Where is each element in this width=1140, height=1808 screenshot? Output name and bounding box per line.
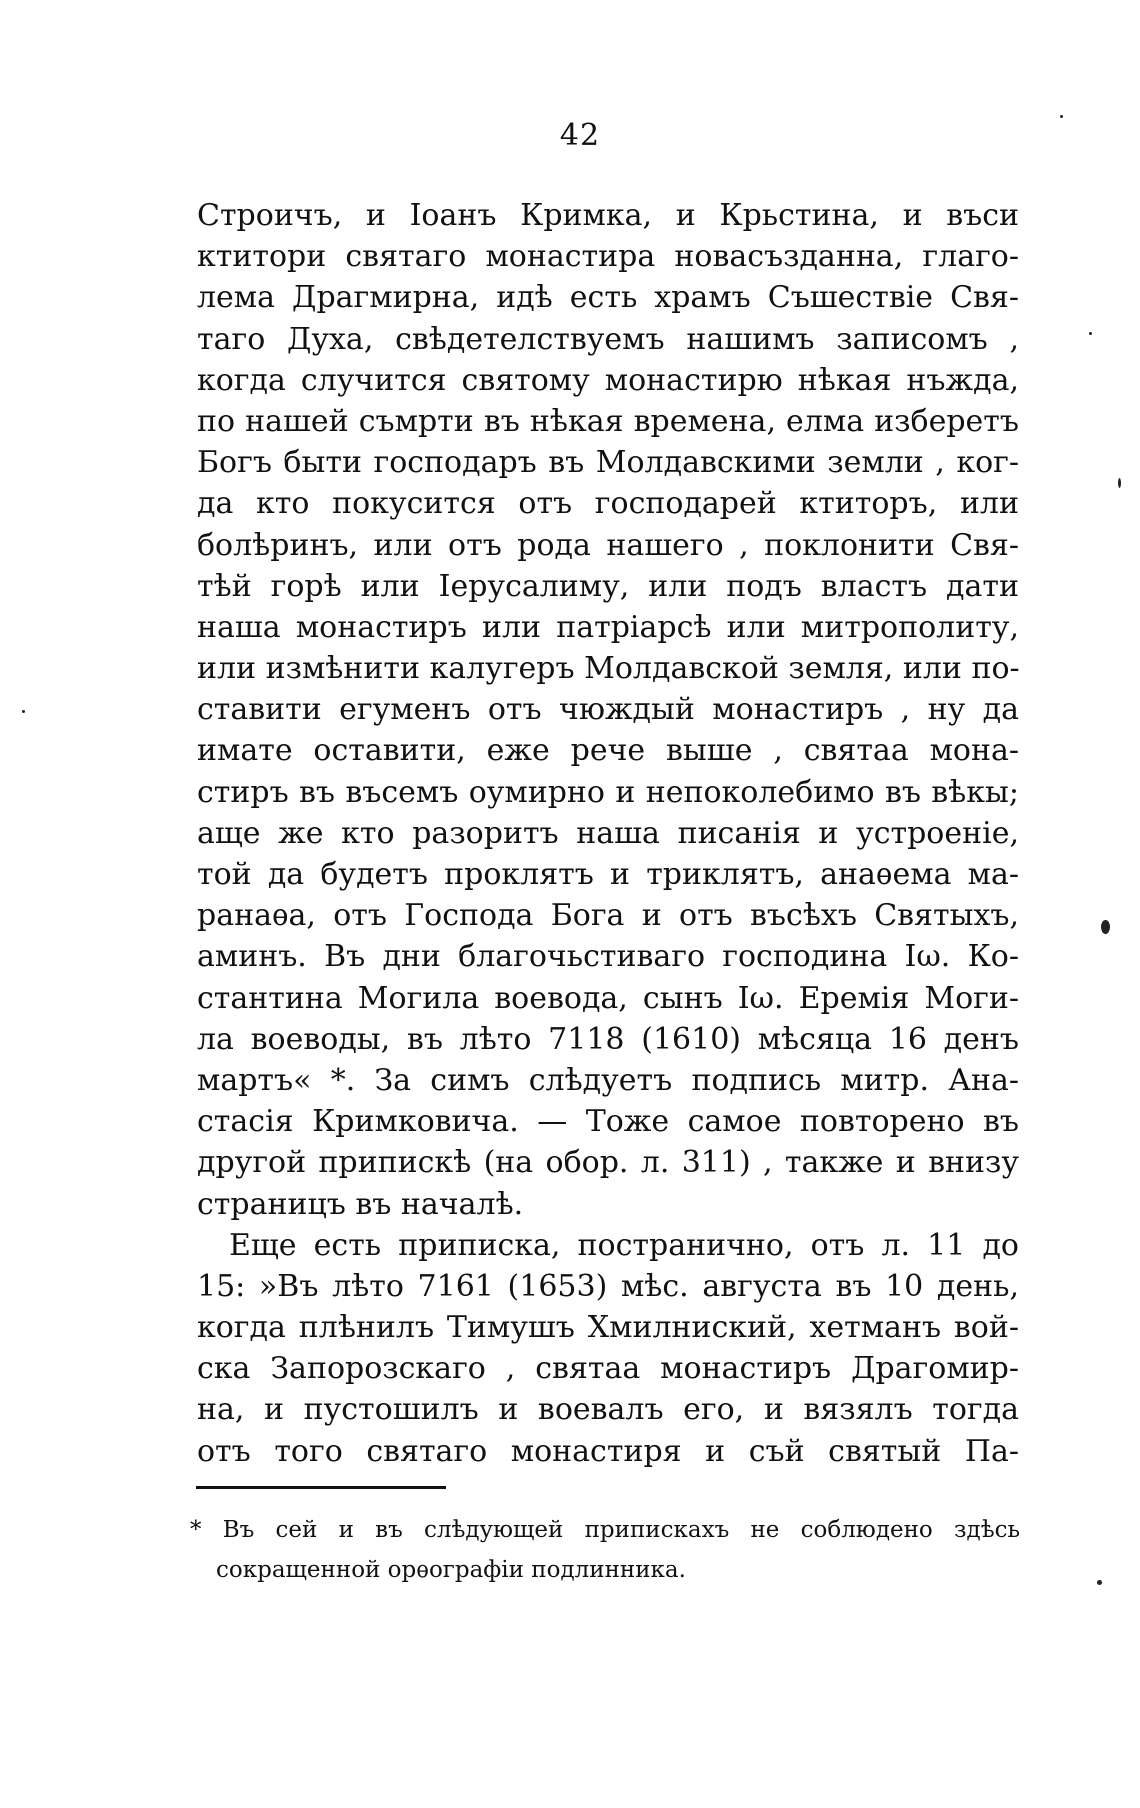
text-line: стиръ въ въсемъ оумирно и непоколебимо въ вѣкы; — [197, 774, 1019, 810]
text-line: на, и пустошилъ и воевалъ его, и вязялъ тогда — [197, 1392, 1019, 1428]
text-line: таго Духа, свѣдетелствуемъ нашимъ записомъ , — [197, 321, 1019, 357]
text-line: аще же кто разоритъ наша писанія и устроеніе, — [197, 815, 1019, 851]
text-line: Еще есть приписка, постранично, отъ л. 11 до — [229, 1227, 1019, 1263]
text-line: лема Драгмирна, идѣ есть храмъ Съшествіе Свя- — [197, 280, 1019, 316]
text-line: той да будетъ проклятъ и триклятъ, анаѳема ма- — [197, 857, 1019, 892]
text-line: Богъ быти господаръ въ Молдавскими земли , ког- — [197, 445, 1019, 481]
text-line: другой припискѣ (на обор. л. 311) , также и внизу — [197, 1145, 1019, 1181]
text-line: отъ того святаго монастиря и съй святый Па- — [197, 1433, 1019, 1469]
text-line: Строичъ, и Іоанъ Кримка, и Крьстина, и въси — [197, 198, 1019, 233]
text-line: аминъ. Въ дни благочьстиваго господина Іω. Ко- — [197, 939, 1019, 975]
footnote-separator — [196, 1486, 446, 1489]
text-line: мартъ« *. За симъ слѣдуетъ подпись митр. Ана- — [197, 1062, 1019, 1098]
text-line: стантина Могила воевода, сынъ Іω. Еремія Моги- — [197, 980, 1019, 1016]
text-line: 15: »Въ лѣто 7161 (1653) мѣс. августа въ 10 день, — [197, 1268, 1019, 1304]
scan-speck — [1097, 1580, 1102, 1585]
footnote-line: сокращенной орѳографіи подлинника. — [216, 1557, 686, 1583]
body-text — [197, 195, 1019, 1472]
text-line: ла воеводы, въ лѣто 7118 (1610) мѣсяца 16 денъ — [197, 1021, 1019, 1057]
scan-speck — [1089, 332, 1092, 335]
text-line: страницъ въ началѣ. — [197, 1186, 524, 1222]
text-line: когда случится святому монастирю нѣкая нъжда, — [197, 362, 1019, 398]
text-line: когда плѣнилъ Тимушъ Хмилниский, хетманъ вой- — [197, 1310, 1019, 1346]
page-number: 42 — [559, 118, 601, 153]
scan-speck — [1060, 115, 1063, 118]
text-line: по нашей съмрти въ нѣкая времена, елма изберетъ — [197, 403, 1019, 439]
text-line: болѣринъ, или отъ рода нашего , поклонити Свя- — [197, 527, 1019, 563]
scan-speck — [1101, 920, 1110, 934]
scan-speck — [1118, 478, 1121, 488]
footnote-line: * Въ сей и въ слѣдующей припискахъ не соблюдено здѣсь — [190, 1517, 1020, 1543]
text-line: ставити егуменъ отъ чюждый монастиръ , ну да — [197, 692, 1019, 728]
text-line: имате оставити, еже рече выше , святаа мона- — [197, 733, 1019, 769]
text-line: да кто покусится отъ господарей ктиторъ, или — [197, 486, 1019, 522]
text-line: ктитори святаго монастира новасъзданна, глаго- — [197, 239, 1019, 275]
text-line: ранаѳа, отъ Господа Бога и отъ въсѣхъ Святыхъ, — [197, 898, 1019, 934]
footnote — [190, 1510, 1020, 1590]
text-line: ска Запорозскаго , святаа монастиръ Драгомир- — [197, 1351, 1019, 1387]
text-line: или измѣнити калугеръ Молдавской земля, или по- — [197, 651, 1020, 687]
scan-speck — [22, 710, 25, 713]
text-line: стасія Кримковича. — Тоже самое повторено въ — [197, 1104, 1019, 1140]
text-line: тѣй горѣ или Іерусалиму, или подъ властъ дати — [197, 568, 1019, 604]
text-line: наша монастиръ или патріарсѣ или митрополиту, — [197, 609, 1019, 645]
